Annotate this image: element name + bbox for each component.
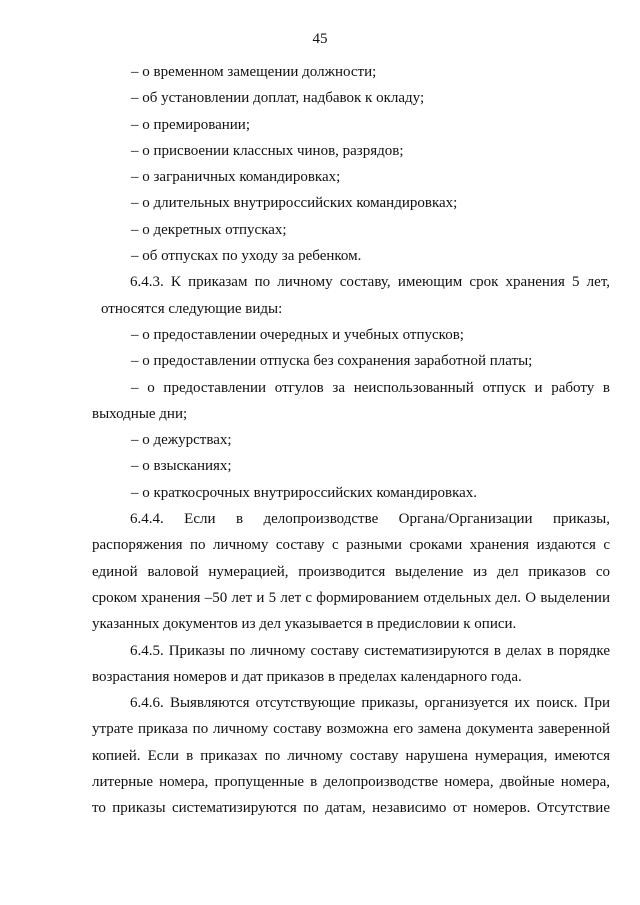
- page-number: 45: [312, 31, 328, 47]
- paragraph-6-4-4-line-4: сроком хранения –50 лет и 5 лет с формированием отдельных дел. О выделении: [92, 589, 610, 606]
- list-item-long-domestic-trips: – о длительных внутрироссийских командировках;: [131, 195, 458, 212]
- paragraph-6-4-6-line-1: 6.4.6. Выявляются отсутствующие приказы, организуется их поиск. При: [130, 695, 610, 712]
- paragraph-6-4-4-line-5: указанных документов из дел указывается в предисловии к описи.: [92, 616, 517, 633]
- paragraph-6-4-4-line-3: единой валовой нумерацией, производится выделение из дел приказов со: [92, 563, 610, 580]
- list-item-maternity-leave: – о декретных отпусках;: [131, 221, 287, 238]
- list-item-penalties: – о взысканиях;: [131, 458, 232, 475]
- list-item-class-ranks: – о присвоении классных чинов, разрядов;: [131, 142, 404, 159]
- list-item-bonuses: – о премировании;: [131, 116, 250, 133]
- list-item-time-off-line-1: – о предоставлении отгулов за неиспользованный отпуск и работу в: [131, 379, 610, 396]
- paragraph-6-4-4-line-2: распоряжения по личному составу с разными сроками хранения издаются с: [92, 537, 610, 554]
- paragraph-6-4-6-line-5: то приказы систематизируются по датам, независимо от номеров. Отсутствие: [92, 800, 610, 817]
- paragraph-6-4-4-line-1: 6.4.4. Если в делопроизводстве Органа/Организации приказы,: [130, 511, 610, 528]
- list-item-allowances: – об установлении доплат, надбавок к окладу;: [131, 90, 425, 107]
- paragraph-6-4-3-line-2: относятся следующие виды:: [101, 300, 283, 317]
- list-item-time-off-line-2: выходные дни;: [92, 405, 188, 422]
- list-item-childcare-leave: – об отпусках по уходу за ребенком.: [131, 248, 362, 265]
- paragraph-6-4-3-line-1: 6.4.3. К приказам по личному составу, имеющим срок хранения 5 лет,: [130, 274, 610, 291]
- document-body: [92, 59, 610, 822]
- paragraph-6-4-5-line-1: 6.4.5. Приказы по личному составу систематизируются в делах в порядке: [130, 642, 610, 659]
- list-item-foreign-trips: – о заграничных командировках;: [131, 169, 341, 186]
- list-item-unpaid-leave: – о предоставлении отпуска без сохранения заработной платы;: [131, 353, 533, 370]
- paragraph-6-4-5-line-2: возрастания номеров и дат приказов в пределах календарного года.: [92, 668, 522, 685]
- paragraph-6-4-6-line-3: копией. Если в приказах по личному составу нарушена нумерация, имеются: [92, 747, 610, 764]
- list-item-temporary-replacement: – о временном замещении должности;: [131, 64, 377, 80]
- paragraph-6-4-6-line-2: утрате приказа по личному составу возможна его замена документа заверенной: [92, 721, 610, 738]
- list-item-duty: – о дежурствах;: [131, 432, 232, 449]
- list-item-regular-study-leave: – о предоставлении очередных и учебных отпусков;: [131, 326, 464, 343]
- paragraph-6-4-6-line-4: литерные номера, пропущенные в делопроизводстве номера, двойные номера,: [92, 774, 610, 791]
- list-item-short-domestic-trips: – о краткосрочных внутрироссийских командировках.: [131, 484, 478, 501]
